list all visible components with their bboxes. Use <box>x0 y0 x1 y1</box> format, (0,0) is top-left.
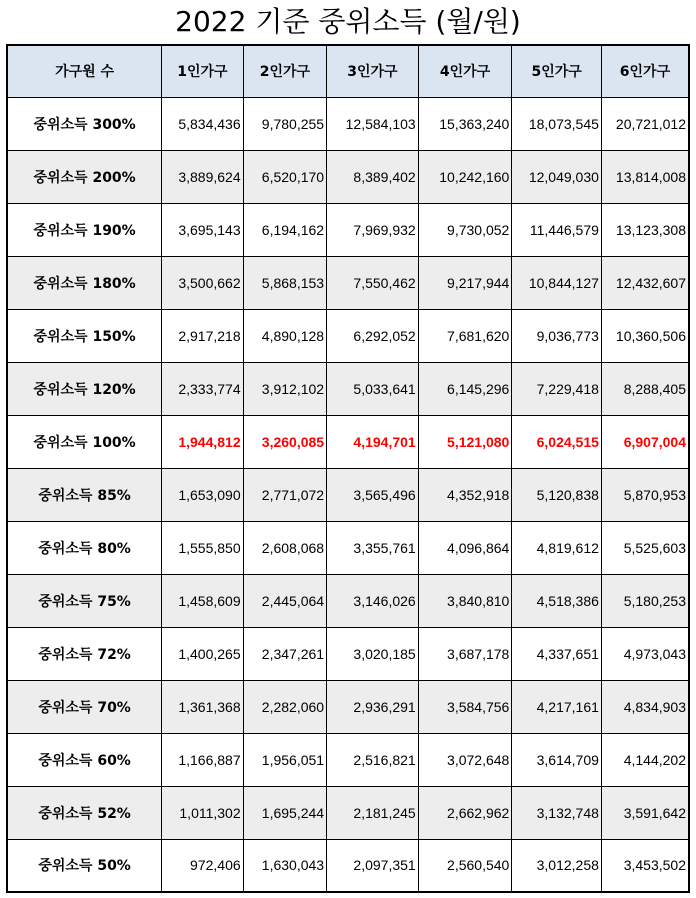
income-cell: 3,453,502 <box>601 839 689 892</box>
header-3-person: 3인가구 <box>327 45 419 97</box>
income-cell: 5,180,253 <box>601 574 689 627</box>
income-cell: 6,520,170 <box>243 150 326 203</box>
income-cell: 11,446,579 <box>512 203 602 256</box>
header-6-person: 6인가구 <box>601 45 689 97</box>
income-cell: 5,121,080 <box>418 415 512 468</box>
income-cell: 5,525,603 <box>601 521 689 574</box>
income-cell: 1,361,368 <box>162 680 243 733</box>
table-row <box>7 150 689 203</box>
income-cell: 4,217,161 <box>512 680 602 733</box>
income-cell: 3,687,178 <box>418 627 512 680</box>
income-cell: 10,360,506 <box>601 309 689 362</box>
income-cell: 9,780,255 <box>243 97 326 150</box>
row-label: 중위소득 85% <box>7 468 162 521</box>
income-cell: 1,956,051 <box>243 733 326 786</box>
income-cell: 972,406 <box>162 839 243 892</box>
income-cell: 12,049,030 <box>512 150 602 203</box>
header-row <box>7 45 689 97</box>
income-cell: 15,363,240 <box>418 97 512 150</box>
income-cell: 1,555,850 <box>162 521 243 574</box>
income-cell: 1,695,244 <box>243 786 326 839</box>
income-cell: 1,458,609 <box>162 574 243 627</box>
income-cell: 3,012,258 <box>512 839 602 892</box>
header-household-size: 가구원 수 <box>7 45 162 97</box>
table-row <box>7 362 689 415</box>
income-cell: 6,024,515 <box>512 415 602 468</box>
income-cell: 8,389,402 <box>327 150 419 203</box>
income-cell: 4,973,043 <box>601 627 689 680</box>
income-cell: 7,681,620 <box>418 309 512 362</box>
income-cell: 2,560,540 <box>418 839 512 892</box>
income-cell: 2,516,821 <box>327 733 419 786</box>
income-cell: 3,584,756 <box>418 680 512 733</box>
income-cell: 2,333,774 <box>162 362 243 415</box>
income-cell: 5,834,436 <box>162 97 243 150</box>
row-label: 중위소득 80% <box>7 521 162 574</box>
income-cell: 4,337,651 <box>512 627 602 680</box>
income-cell: 3,565,496 <box>327 468 419 521</box>
row-label: 중위소득 180% <box>7 256 162 309</box>
income-cell: 2,347,261 <box>243 627 326 680</box>
income-cell: 3,500,662 <box>162 256 243 309</box>
income-cell: 9,217,944 <box>418 256 512 309</box>
income-cell: 3,889,624 <box>162 150 243 203</box>
row-label: 중위소득 200% <box>7 150 162 203</box>
income-cell: 13,123,308 <box>601 203 689 256</box>
income-cell: 4,194,701 <box>327 415 419 468</box>
row-label: 중위소득 190% <box>7 203 162 256</box>
income-cell: 3,260,085 <box>243 415 326 468</box>
income-cell: 4,144,202 <box>601 733 689 786</box>
header-4-person: 4인가구 <box>418 45 512 97</box>
income-cell: 3,695,143 <box>162 203 243 256</box>
income-cell: 7,969,932 <box>327 203 419 256</box>
income-cell: 2,917,218 <box>162 309 243 362</box>
income-cell: 1,400,265 <box>162 627 243 680</box>
income-cell: 5,868,153 <box>243 256 326 309</box>
income-cell: 1,653,090 <box>162 468 243 521</box>
table-row <box>7 627 689 680</box>
income-cell: 3,146,026 <box>327 574 419 627</box>
income-cell: 9,036,773 <box>512 309 602 362</box>
income-cell: 3,132,748 <box>512 786 602 839</box>
income-cell: 2,936,291 <box>327 680 419 733</box>
row-label: 중위소득 52% <box>7 786 162 839</box>
header-5-person: 5인가구 <box>512 45 602 97</box>
table-row <box>7 415 689 468</box>
income-cell: 8,288,405 <box>601 362 689 415</box>
income-cell: 20,721,012 <box>601 97 689 150</box>
income-cell: 3,840,810 <box>418 574 512 627</box>
income-cell: 2,181,245 <box>327 786 419 839</box>
income-cell: 1,630,043 <box>243 839 326 892</box>
income-cell: 12,432,607 <box>601 256 689 309</box>
median-income-table <box>6 44 690 893</box>
income-cell: 6,145,296 <box>418 362 512 415</box>
income-cell: 6,907,004 <box>601 415 689 468</box>
income-cell: 10,844,127 <box>512 256 602 309</box>
income-cell: 1,166,887 <box>162 733 243 786</box>
income-cell: 6,194,162 <box>243 203 326 256</box>
table-row <box>7 839 689 892</box>
income-cell: 3,020,185 <box>327 627 419 680</box>
table-row <box>7 574 689 627</box>
income-cell: 3,614,709 <box>512 733 602 786</box>
income-cell: 7,229,418 <box>512 362 602 415</box>
table-row <box>7 203 689 256</box>
income-cell: 1,011,302 <box>162 786 243 839</box>
table-row <box>7 468 689 521</box>
row-label: 중위소득 75% <box>7 574 162 627</box>
table-row <box>7 680 689 733</box>
income-cell: 2,097,351 <box>327 839 419 892</box>
income-cell: 2,282,060 <box>243 680 326 733</box>
income-cell: 6,292,052 <box>327 309 419 362</box>
income-cell: 7,550,462 <box>327 256 419 309</box>
row-label: 중위소득 100% <box>7 415 162 468</box>
income-cell: 3,355,761 <box>327 521 419 574</box>
income-cell: 4,352,918 <box>418 468 512 521</box>
income-cell: 4,518,386 <box>512 574 602 627</box>
income-cell: 2,608,068 <box>243 521 326 574</box>
table-row <box>7 309 689 362</box>
row-label: 중위소득 70% <box>7 680 162 733</box>
row-label: 중위소득 50% <box>7 839 162 892</box>
income-cell: 4,096,864 <box>418 521 512 574</box>
income-cell: 13,814,008 <box>601 150 689 203</box>
income-cell: 4,834,903 <box>601 680 689 733</box>
income-cell: 3,591,642 <box>601 786 689 839</box>
row-label: 중위소득 60% <box>7 733 162 786</box>
header-1-person: 1인가구 <box>162 45 243 97</box>
table-row <box>7 97 689 150</box>
table-row <box>7 521 689 574</box>
income-cell: 3,072,648 <box>418 733 512 786</box>
income-cell: 5,033,641 <box>327 362 419 415</box>
table-row <box>7 256 689 309</box>
row-label: 중위소득 300% <box>7 97 162 150</box>
income-cell: 18,073,545 <box>512 97 602 150</box>
table-row <box>7 786 689 839</box>
income-cell: 5,120,838 <box>512 468 602 521</box>
income-cell: 9,730,052 <box>418 203 512 256</box>
income-cell: 4,819,612 <box>512 521 602 574</box>
income-cell: 4,890,128 <box>243 309 326 362</box>
table-body <box>7 97 689 892</box>
header-2-person: 2인가구 <box>243 45 326 97</box>
row-label: 중위소득 72% <box>7 627 162 680</box>
income-cell: 2,771,072 <box>243 468 326 521</box>
table-row <box>7 733 689 786</box>
income-cell: 2,445,064 <box>243 574 326 627</box>
row-label: 중위소득 120% <box>7 362 162 415</box>
income-cell: 5,870,953 <box>601 468 689 521</box>
page-title: 2022 기준 중위소득 (월/원) <box>175 5 521 38</box>
income-cell: 10,242,160 <box>418 150 512 203</box>
income-cell: 1,944,812 <box>162 415 243 468</box>
income-cell: 2,662,962 <box>418 786 512 839</box>
income-cell: 12,584,103 <box>327 97 419 150</box>
income-cell: 3,912,102 <box>243 362 326 415</box>
row-label: 중위소득 150% <box>7 309 162 362</box>
